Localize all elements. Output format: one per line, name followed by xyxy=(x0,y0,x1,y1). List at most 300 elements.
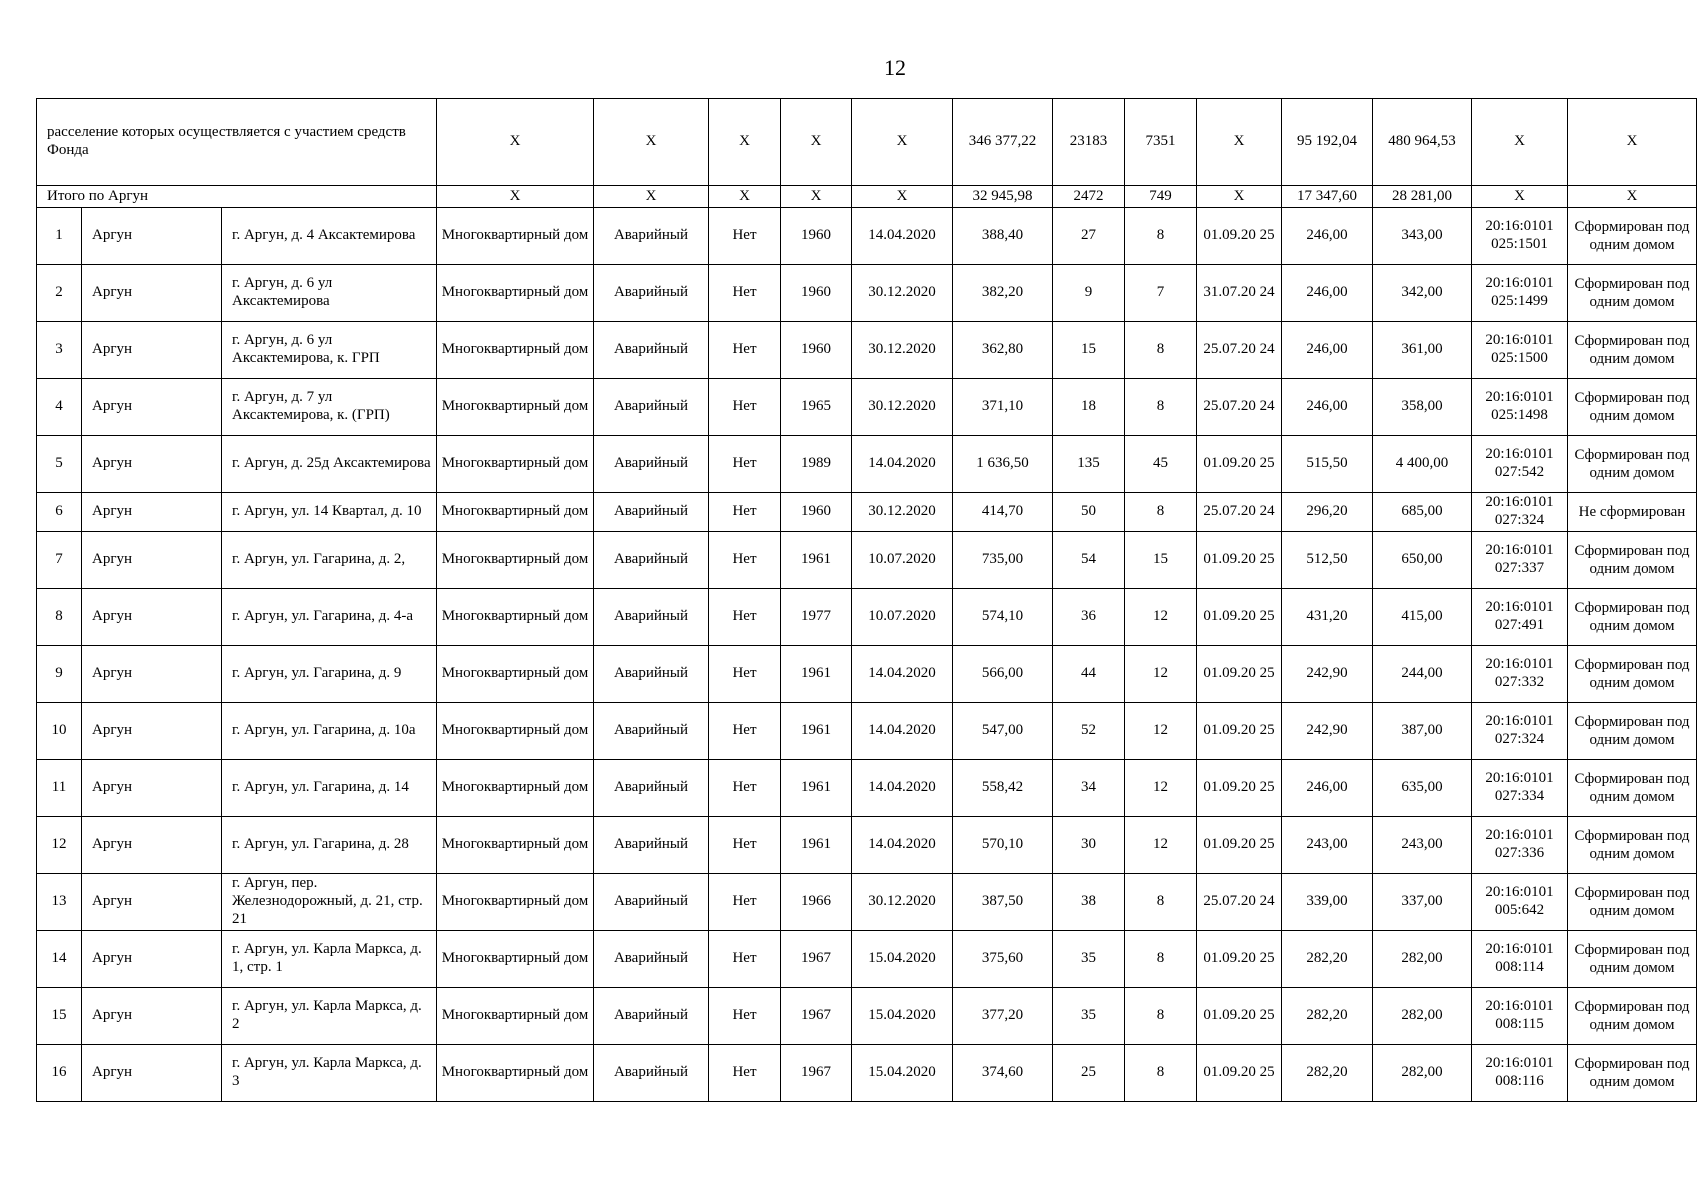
row-year: 1960 xyxy=(781,493,852,532)
total-row xyxy=(37,186,1697,208)
row-units: 12 xyxy=(1125,589,1197,646)
row-v2: 415,00 xyxy=(1373,589,1472,646)
row-residents: 135 xyxy=(1053,436,1125,493)
row-city: Аргун xyxy=(82,436,222,493)
row-address: г. Аргун, ул. Гагарина, д. 10а xyxy=(222,703,437,760)
row-type: Многоквартирный дом xyxy=(437,589,594,646)
row-city: Аргун xyxy=(82,322,222,379)
row-cadastral: 20:16:0101 027:336 xyxy=(1472,817,1568,874)
row-land: Сформирован под одним домом xyxy=(1568,589,1697,646)
row-cadastral: 20:16:0101 008:116 xyxy=(1472,1045,1568,1102)
row-date: 10.07.2020 xyxy=(852,532,953,589)
row-cadastral: 20:16:0101 008:115 xyxy=(1472,988,1568,1045)
row-condition: Аварийный xyxy=(594,931,709,988)
row-v2: 282,00 xyxy=(1373,1045,1472,1102)
row-flag: Нет xyxy=(709,931,781,988)
row-date: 14.04.2020 xyxy=(852,760,953,817)
row-land: Сформирован под одним домом xyxy=(1568,265,1697,322)
row-land: Сформирован под одним домом xyxy=(1568,931,1697,988)
row-type: Многоквартирный дом xyxy=(437,379,594,436)
row-date: 30.12.2020 xyxy=(852,874,953,931)
row-type: Многоквартирный дом xyxy=(437,931,594,988)
row-deadline: 01.09.20 25 xyxy=(1197,1045,1282,1102)
row-address: г. Аргун, пер. Железнодорожный, д. 21, стр. 21 xyxy=(222,874,437,931)
row-cadastral: 20:16:0101 025:1499 xyxy=(1472,265,1568,322)
summary-deadline: Х xyxy=(1197,99,1282,186)
summary-condition: Х xyxy=(594,99,709,186)
row-units: 8 xyxy=(1125,208,1197,265)
total-flag: Х xyxy=(709,186,781,208)
row-v1: 246,00 xyxy=(1282,208,1373,265)
row-condition: Аварийный xyxy=(594,265,709,322)
row-v2: 282,00 xyxy=(1373,988,1472,1045)
row-deadline: 01.09.20 25 xyxy=(1197,436,1282,493)
row-area: 566,00 xyxy=(953,646,1053,703)
table-row xyxy=(37,436,1697,493)
row-residents: 15 xyxy=(1053,322,1125,379)
row-number: 2 xyxy=(37,265,82,322)
row-number: 12 xyxy=(37,817,82,874)
row-flag: Нет xyxy=(709,436,781,493)
summary-flag: Х xyxy=(709,99,781,186)
table-row xyxy=(37,493,1697,532)
total-v1: 17 347,60 xyxy=(1282,186,1373,208)
row-land: Сформирован под одним домом xyxy=(1568,208,1697,265)
row-units: 8 xyxy=(1125,874,1197,931)
table-row xyxy=(37,817,1697,874)
row-area: 382,20 xyxy=(953,265,1053,322)
total-v2: 28 281,00 xyxy=(1373,186,1472,208)
row-condition: Аварийный xyxy=(594,532,709,589)
row-year: 1977 xyxy=(781,589,852,646)
row-v2: 650,00 xyxy=(1373,532,1472,589)
row-date: 14.04.2020 xyxy=(852,646,953,703)
row-area: 1 636,50 xyxy=(953,436,1053,493)
row-area: 570,10 xyxy=(953,817,1053,874)
row-area: 414,70 xyxy=(953,493,1053,532)
row-year: 1961 xyxy=(781,760,852,817)
row-number: 4 xyxy=(37,379,82,436)
row-v1: 242,90 xyxy=(1282,703,1373,760)
row-flag: Нет xyxy=(709,265,781,322)
row-year: 1967 xyxy=(781,988,852,1045)
row-year: 1960 xyxy=(781,208,852,265)
row-number: 7 xyxy=(37,532,82,589)
row-date: 14.04.2020 xyxy=(852,817,953,874)
row-year: 1960 xyxy=(781,322,852,379)
row-date: 14.04.2020 xyxy=(852,208,953,265)
row-condition: Аварийный xyxy=(594,703,709,760)
table-row xyxy=(37,646,1697,703)
row-v1: 242,90 xyxy=(1282,646,1373,703)
row-land: Сформирован под одним домом xyxy=(1568,988,1697,1045)
row-city: Аргун xyxy=(82,589,222,646)
row-condition: Аварийный xyxy=(594,817,709,874)
row-number: 14 xyxy=(37,931,82,988)
row-v2: 361,00 xyxy=(1373,322,1472,379)
summary-residents: 23183 xyxy=(1053,99,1125,186)
row-units: 12 xyxy=(1125,646,1197,703)
row-flag: Нет xyxy=(709,589,781,646)
row-v2: 685,00 xyxy=(1373,493,1472,532)
row-v1: 282,20 xyxy=(1282,931,1373,988)
row-units: 8 xyxy=(1125,931,1197,988)
row-v1: 246,00 xyxy=(1282,760,1373,817)
row-units: 7 xyxy=(1125,265,1197,322)
table-row xyxy=(37,988,1697,1045)
row-condition: Аварийный xyxy=(594,208,709,265)
row-v2: 342,00 xyxy=(1373,265,1472,322)
row-number: 10 xyxy=(37,703,82,760)
row-type: Многоквартирный дом xyxy=(437,703,594,760)
row-city: Аргун xyxy=(82,1045,222,1102)
row-land: Сформирован под одним домом xyxy=(1568,703,1697,760)
row-residents: 9 xyxy=(1053,265,1125,322)
row-v1: 246,00 xyxy=(1282,379,1373,436)
table-row xyxy=(37,265,1697,322)
total-condition: Х xyxy=(594,186,709,208)
row-flag: Нет xyxy=(709,532,781,589)
row-cadastral: 20:16:0101 027:324 xyxy=(1472,703,1568,760)
row-flag: Нет xyxy=(709,703,781,760)
summary-date: Х xyxy=(852,99,953,186)
summary-v2: 480 964,53 xyxy=(1373,99,1472,186)
row-date: 30.12.2020 xyxy=(852,322,953,379)
row-address: г. Аргун, д. 4 Аксактемирова xyxy=(222,208,437,265)
row-date: 15.04.2020 xyxy=(852,1045,953,1102)
row-number: 13 xyxy=(37,874,82,931)
row-city: Аргун xyxy=(82,493,222,532)
page-number: 12 xyxy=(884,55,906,80)
row-area: 374,60 xyxy=(953,1045,1053,1102)
row-deadline: 01.09.20 25 xyxy=(1197,817,1282,874)
row-cadastral: 20:16:0101 027:324 xyxy=(1472,493,1568,532)
row-land: Сформирован под одним домом xyxy=(1568,646,1697,703)
row-type: Многоквартирный дом xyxy=(437,1045,594,1102)
summary-area: 346 377,22 xyxy=(953,99,1053,186)
row-v1: 512,50 xyxy=(1282,532,1373,589)
row-land: Сформирован под одним домом xyxy=(1568,874,1697,931)
row-deadline: 01.09.20 25 xyxy=(1197,760,1282,817)
total-date: Х xyxy=(852,186,953,208)
row-area: 377,20 xyxy=(953,988,1053,1045)
row-v2: 4 400,00 xyxy=(1373,436,1472,493)
row-residents: 18 xyxy=(1053,379,1125,436)
row-year: 1961 xyxy=(781,703,852,760)
row-residents: 52 xyxy=(1053,703,1125,760)
row-address: г. Аргун, д. 7 ул Аксактемирова, к. (ГРП) xyxy=(222,379,437,436)
row-year: 1961 xyxy=(781,646,852,703)
row-city: Аргун xyxy=(82,265,222,322)
row-v1: 515,50 xyxy=(1282,436,1373,493)
row-flag: Нет xyxy=(709,646,781,703)
summary-label: расселение которых осуществляется с участием средств Фонда xyxy=(37,99,437,186)
row-address: г. Аргун, д. 6 ул Аксактемирова, к. ГРП xyxy=(222,322,437,379)
row-land: Сформирован под одним домом xyxy=(1568,532,1697,589)
summary-year: Х xyxy=(781,99,852,186)
row-flag: Нет xyxy=(709,208,781,265)
row-city: Аргун xyxy=(82,817,222,874)
row-v1: 282,20 xyxy=(1282,1045,1373,1102)
table-row xyxy=(37,379,1697,436)
row-number: 6 xyxy=(37,493,82,532)
row-address: г. Аргун, ул. Гагарина, д. 9 xyxy=(222,646,437,703)
row-number: 16 xyxy=(37,1045,82,1102)
row-residents: 34 xyxy=(1053,760,1125,817)
row-type: Многоквартирный дом xyxy=(437,493,594,532)
row-city: Аргун xyxy=(82,988,222,1045)
row-type: Многоквартирный дом xyxy=(437,265,594,322)
row-address: г. Аргун, ул. Карла Маркса, д. 1, стр. 1 xyxy=(222,931,437,988)
summary-row xyxy=(37,99,1697,186)
row-units: 12 xyxy=(1125,760,1197,817)
row-type: Многоквартирный дом xyxy=(437,532,594,589)
row-land: Сформирован под одним домом xyxy=(1568,1045,1697,1102)
row-v1: 339,00 xyxy=(1282,874,1373,931)
row-residents: 38 xyxy=(1053,874,1125,931)
summary-cadastral: Х xyxy=(1472,99,1568,186)
row-v1: 243,00 xyxy=(1282,817,1373,874)
row-condition: Аварийный xyxy=(594,988,709,1045)
row-flag: Нет xyxy=(709,874,781,931)
row-condition: Аварийный xyxy=(594,589,709,646)
row-cadastral: 20:16:0101 027:542 xyxy=(1472,436,1568,493)
total-year: Х xyxy=(781,186,852,208)
row-condition: Аварийный xyxy=(594,646,709,703)
row-residents: 44 xyxy=(1053,646,1125,703)
row-address: г. Аргун, ул. Гагарина, д. 2, xyxy=(222,532,437,589)
row-deadline: 01.09.20 25 xyxy=(1197,532,1282,589)
row-area: 574,10 xyxy=(953,589,1053,646)
row-year: 1967 xyxy=(781,1045,852,1102)
row-date: 30.12.2020 xyxy=(852,265,953,322)
row-area: 362,80 xyxy=(953,322,1053,379)
table-row xyxy=(37,874,1697,931)
row-flag: Нет xyxy=(709,760,781,817)
row-number: 11 xyxy=(37,760,82,817)
row-city: Аргун xyxy=(82,703,222,760)
row-city: Аргун xyxy=(82,646,222,703)
row-deadline: 01.09.20 25 xyxy=(1197,931,1282,988)
row-condition: Аварийный xyxy=(594,436,709,493)
summary-land: Х xyxy=(1568,99,1697,186)
row-residents: 35 xyxy=(1053,988,1125,1045)
row-v2: 243,00 xyxy=(1373,817,1472,874)
row-type: Многоквартирный дом xyxy=(437,646,594,703)
row-flag: Нет xyxy=(709,817,781,874)
row-v1: 246,00 xyxy=(1282,322,1373,379)
row-city: Аргун xyxy=(82,931,222,988)
row-condition: Аварийный xyxy=(594,379,709,436)
row-address: г. Аргун, ул. Гагарина, д. 4-а xyxy=(222,589,437,646)
row-year: 1961 xyxy=(781,532,852,589)
row-year: 1961 xyxy=(781,817,852,874)
row-units: 8 xyxy=(1125,493,1197,532)
table-row xyxy=(37,532,1697,589)
table-row xyxy=(37,760,1697,817)
row-deadline: 01.09.20 25 xyxy=(1197,589,1282,646)
row-land: Сформирован под одним домом xyxy=(1568,322,1697,379)
row-deadline: 31.07.20 24 xyxy=(1197,265,1282,322)
row-units: 8 xyxy=(1125,379,1197,436)
total-deadline: Х xyxy=(1197,186,1282,208)
table-row xyxy=(37,322,1697,379)
total-units: 749 xyxy=(1125,186,1197,208)
row-condition: Аварийный xyxy=(594,874,709,931)
row-address: г. Аргун, ул. Гагарина, д. 28 xyxy=(222,817,437,874)
row-cadastral: 20:16:0101 027:334 xyxy=(1472,760,1568,817)
row-v2: 635,00 xyxy=(1373,760,1472,817)
row-land: Не сформирован xyxy=(1568,493,1697,532)
row-date: 15.04.2020 xyxy=(852,988,953,1045)
row-residents: 36 xyxy=(1053,589,1125,646)
row-date: 30.12.2020 xyxy=(852,379,953,436)
total-label: Итого по Аргун xyxy=(37,186,437,208)
row-deadline: 25.07.20 24 xyxy=(1197,874,1282,931)
row-flag: Нет xyxy=(709,379,781,436)
row-cadastral: 20:16:0101 027:332 xyxy=(1472,646,1568,703)
row-v1: 282,20 xyxy=(1282,988,1373,1045)
row-type: Многоквартирный дом xyxy=(437,817,594,874)
row-number: 5 xyxy=(37,436,82,493)
row-flag: Нет xyxy=(709,493,781,532)
row-area: 375,60 xyxy=(953,931,1053,988)
row-units: 45 xyxy=(1125,436,1197,493)
row-address: г. Аргун, ул. Карла Маркса, д. 2 xyxy=(222,988,437,1045)
total-land: Х xyxy=(1568,186,1697,208)
summary-units: 7351 xyxy=(1125,99,1197,186)
row-v1: 246,00 xyxy=(1282,265,1373,322)
row-v2: 244,00 xyxy=(1373,646,1472,703)
row-condition: Аварийный xyxy=(594,760,709,817)
row-v2: 282,00 xyxy=(1373,931,1472,988)
row-type: Многоквартирный дом xyxy=(437,208,594,265)
row-v1: 431,20 xyxy=(1282,589,1373,646)
row-date: 15.04.2020 xyxy=(852,931,953,988)
row-condition: Аварийный xyxy=(594,493,709,532)
row-type: Многоквартирный дом xyxy=(437,436,594,493)
row-number: 1 xyxy=(37,208,82,265)
row-area: 547,00 xyxy=(953,703,1053,760)
row-date: 14.04.2020 xyxy=(852,436,953,493)
row-land: Сформирован под одним домом xyxy=(1568,817,1697,874)
row-city: Аргун xyxy=(82,874,222,931)
total-cadastral: Х xyxy=(1472,186,1568,208)
row-flag: Нет xyxy=(709,988,781,1045)
table-row xyxy=(37,208,1697,265)
row-year: 1960 xyxy=(781,265,852,322)
row-deadline: 01.09.20 25 xyxy=(1197,988,1282,1045)
row-deadline: 25.07.20 24 xyxy=(1197,493,1282,532)
row-cadastral: 20:16:0101 025:1498 xyxy=(1472,379,1568,436)
row-area: 735,00 xyxy=(953,532,1053,589)
row-city: Аргун xyxy=(82,760,222,817)
row-cadastral: 20:16:0101 005:642 xyxy=(1472,874,1568,931)
row-year: 1965 xyxy=(781,379,852,436)
row-area: 558,42 xyxy=(953,760,1053,817)
table-row xyxy=(37,1045,1697,1102)
row-cadastral: 20:16:0101 027:491 xyxy=(1472,589,1568,646)
row-address: г. Аргун, ул. 14 Квартал, д. 10 xyxy=(222,493,437,532)
row-condition: Аварийный xyxy=(594,1045,709,1102)
row-units: 12 xyxy=(1125,817,1197,874)
row-residents: 35 xyxy=(1053,931,1125,988)
row-address: г. Аргун, д. 6 ул Аксактемирова xyxy=(222,265,437,322)
row-year: 1989 xyxy=(781,436,852,493)
row-flag: Нет xyxy=(709,322,781,379)
row-number: 9 xyxy=(37,646,82,703)
row-residents: 27 xyxy=(1053,208,1125,265)
row-land: Сформирован под одним домом xyxy=(1568,379,1697,436)
row-area: 388,40 xyxy=(953,208,1053,265)
row-units: 8 xyxy=(1125,322,1197,379)
row-deadline: 01.09.20 25 xyxy=(1197,208,1282,265)
row-address: г. Аргун, д. 25д Аксактемирова xyxy=(222,436,437,493)
row-number: 15 xyxy=(37,988,82,1045)
row-type: Многоквартирный дом xyxy=(437,760,594,817)
row-city: Аргун xyxy=(82,532,222,589)
row-v1: 296,20 xyxy=(1282,493,1373,532)
total-area: 32 945,98 xyxy=(953,186,1053,208)
row-date: 10.07.2020 xyxy=(852,589,953,646)
row-v2: 343,00 xyxy=(1373,208,1472,265)
row-units: 8 xyxy=(1125,1045,1197,1102)
row-date: 14.04.2020 xyxy=(852,703,953,760)
row-year: 1966 xyxy=(781,874,852,931)
row-units: 15 xyxy=(1125,532,1197,589)
table-row xyxy=(37,703,1697,760)
row-units: 8 xyxy=(1125,988,1197,1045)
row-area: 387,50 xyxy=(953,874,1053,931)
row-flag: Нет xyxy=(709,1045,781,1102)
row-address: г. Аргун, ул. Карла Маркса, д. 3 xyxy=(222,1045,437,1102)
summary-type: Х xyxy=(437,99,594,186)
row-date: 30.12.2020 xyxy=(852,493,953,532)
summary-v1: 95 192,04 xyxy=(1282,99,1373,186)
row-residents: 30 xyxy=(1053,817,1125,874)
row-v2: 358,00 xyxy=(1373,379,1472,436)
row-residents: 25 xyxy=(1053,1045,1125,1102)
row-deadline: 01.09.20 25 xyxy=(1197,703,1282,760)
row-deadline: 01.09.20 25 xyxy=(1197,646,1282,703)
row-residents: 50 xyxy=(1053,493,1125,532)
row-cadastral: 20:16:0101 025:1500 xyxy=(1472,322,1568,379)
row-type: Многоквартирный дом xyxy=(437,322,594,379)
row-year: 1967 xyxy=(781,931,852,988)
row-cadastral: 20:16:0101 008:114 xyxy=(1472,931,1568,988)
row-residents: 54 xyxy=(1053,532,1125,589)
row-number: 3 xyxy=(37,322,82,379)
row-address: г. Аргун, ул. Гагарина, д. 14 xyxy=(222,760,437,817)
row-cadastral: 20:16:0101 025:1501 xyxy=(1472,208,1568,265)
row-deadline: 25.07.20 24 xyxy=(1197,379,1282,436)
row-number: 8 xyxy=(37,589,82,646)
row-units: 12 xyxy=(1125,703,1197,760)
row-type: Многоквартирный дом xyxy=(437,988,594,1045)
row-v2: 337,00 xyxy=(1373,874,1472,931)
row-condition: Аварийный xyxy=(594,322,709,379)
row-city: Аргун xyxy=(82,208,222,265)
row-type: Многоквартирный дом xyxy=(437,874,594,931)
row-deadline: 25.07.20 24 xyxy=(1197,322,1282,379)
row-city: Аргун xyxy=(82,379,222,436)
housing-table xyxy=(36,98,1697,1102)
total-type: Х xyxy=(437,186,594,208)
row-cadastral: 20:16:0101 027:337 xyxy=(1472,532,1568,589)
row-land: Сформирован под одним домом xyxy=(1568,760,1697,817)
total-residents: 2472 xyxy=(1053,186,1125,208)
table-row xyxy=(37,589,1697,646)
